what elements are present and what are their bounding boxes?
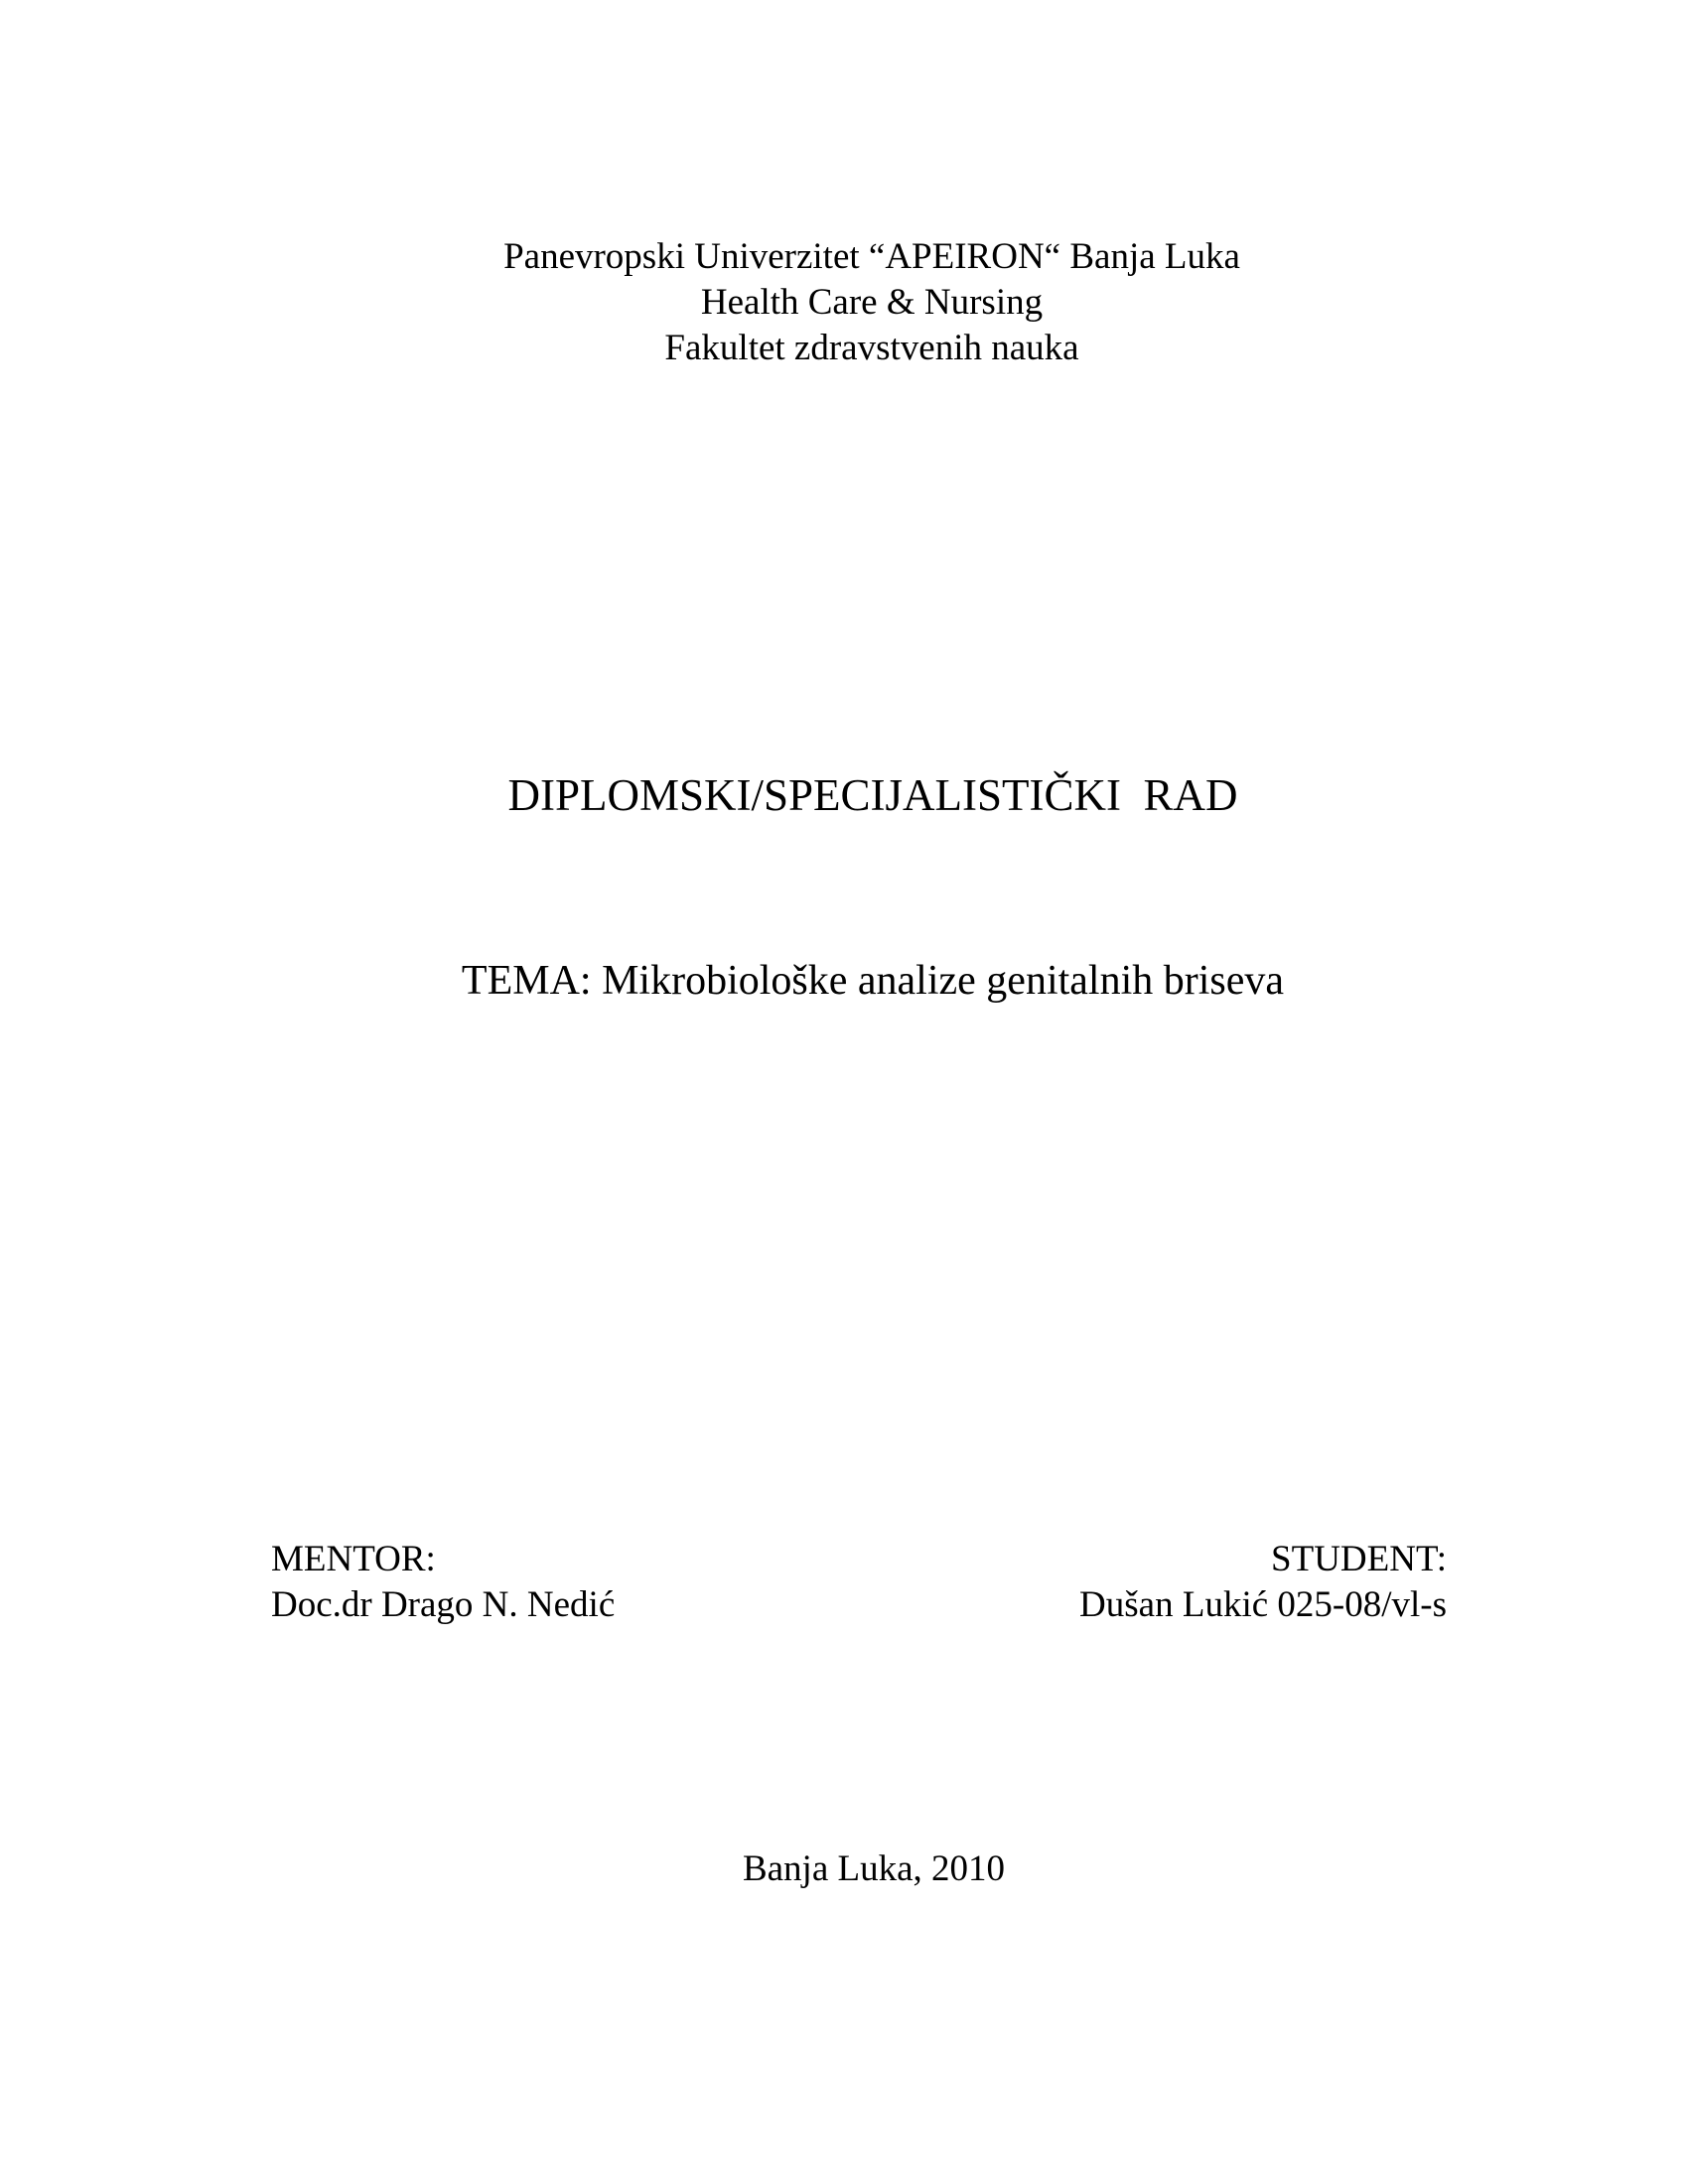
student-block — [1079, 1537, 1447, 1628]
place-date: Banja Luka, 2010 — [742, 1848, 1006, 1889]
mentor-name: Doc.dr Drago N. Nedić — [271, 1584, 616, 1625]
student-label: STUDENT: — [1271, 1539, 1447, 1579]
faculty-name: Fakultet zdravstvenih nauka — [664, 328, 1079, 368]
university-name: Panevropski Univerzitet “APEIRON“ Banja Luka — [503, 236, 1240, 277]
document-title: DIPLOMSKI/SPECIJALISTIČKI RAD — [507, 770, 1238, 820]
program-name: Health Care & Nursing — [700, 282, 1044, 323]
mentor-label: MENTOR: — [271, 1539, 436, 1579]
mentor-block — [271, 1537, 615, 1628]
institution-header — [0, 234, 1688, 371]
thesis-topic: TEMA: Mikrobiološke analize genitalnih briseva — [461, 958, 1285, 1004]
student-name: Dušan Lukić 025-08/vl-s — [1079, 1584, 1447, 1625]
